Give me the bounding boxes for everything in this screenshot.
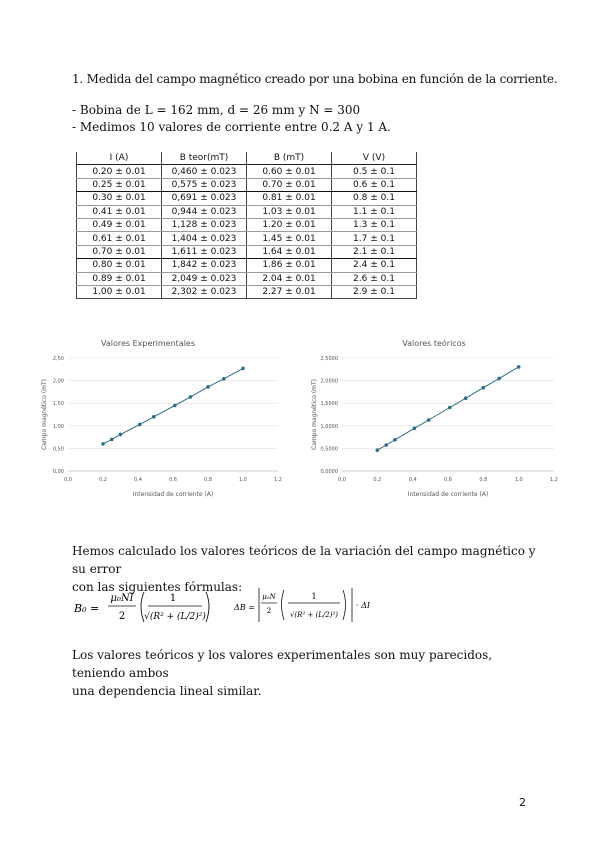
chart-experimental (38, 334, 298, 504)
table-cell: 2,302 ± 0.023 (162, 285, 247, 298)
formula-b0-inner-numerator: 1 (169, 593, 177, 604)
chart-title: Valores teóricos (402, 339, 466, 348)
table-cell: 0.5 ± 0.1 (332, 165, 417, 178)
x-tick-label: 0,4 (408, 477, 417, 483)
formulas-intro-line2: con las siguientes fórmulas: (72, 580, 243, 594)
table-cell: 2.9 ± 0.1 (332, 285, 417, 298)
table-row (77, 205, 417, 218)
conclusion-line2: una dependencia lineal similar. (72, 684, 262, 698)
header-b-measured: B (mT) (247, 152, 332, 165)
table-cell: 2.6 ± 0.1 (332, 272, 417, 285)
table-cell: 0.70 ± 0.01 (77, 245, 162, 258)
x-tick-label: 0,6 (169, 477, 177, 483)
table-cell: 2.1 ± 0.1 (332, 245, 417, 258)
table-cell: 0.30 ± 0.01 (77, 192, 162, 205)
data-point (222, 377, 226, 381)
data-point (448, 406, 452, 410)
table-row (77, 232, 417, 245)
formula-db-right-paren (343, 590, 346, 620)
header-voltage: V (V) (332, 152, 417, 165)
header-b-theoretical: B teor(mT) (162, 152, 247, 165)
table-cell: 0.20 ± 0.01 (77, 165, 162, 178)
table-cell: 0.70 ± 0.01 (247, 178, 332, 191)
table-row (77, 192, 417, 205)
table-cell: 0.49 ± 0.01 (77, 218, 162, 231)
data-point (152, 415, 156, 419)
table-row (77, 272, 417, 285)
table-cell: 0.89 ± 0.01 (77, 272, 162, 285)
data-point (119, 433, 123, 437)
table-cell: 0.8 ± 0.1 (332, 192, 417, 205)
x-tick-label: 0,6 (444, 477, 452, 483)
data-point (101, 442, 105, 446)
table-cell: 0.60 ± 0.01 (247, 165, 332, 178)
data-point (464, 396, 468, 400)
measurement-description: - Medimos 10 valores de corriente entre 0.2 A y 1 A. (72, 120, 391, 134)
x-tick-label: 0,2 (99, 477, 107, 483)
data-point (241, 367, 245, 371)
table-row (77, 165, 417, 178)
data-point (384, 443, 388, 447)
table-cell: 1,842 ± 0.023 (162, 259, 247, 272)
x-tick-label: 0,0 (338, 477, 346, 483)
data-point (189, 395, 193, 399)
table-cell: 1.7 ± 0.1 (332, 232, 417, 245)
data-point (497, 377, 501, 381)
y-tick-label: 1,50 (52, 401, 64, 408)
table-cell: 2.27 ± 0.01 (247, 285, 332, 298)
table-cell: 0,944 ± 0.023 (162, 205, 247, 218)
x-tick-label: 0,8 (479, 477, 488, 483)
table-row (77, 259, 417, 272)
header-current: I (A) (77, 152, 162, 165)
table-cell: 1,128 ± 0.023 (162, 218, 247, 231)
table-cell: 0.6 ± 0.1 (332, 178, 417, 191)
formula-b0-right-paren (206, 592, 209, 622)
y-tick-label: 1,00 (52, 423, 64, 430)
table-cell: 0.80 ± 0.01 (77, 259, 162, 272)
data-point (173, 404, 177, 408)
table-row (77, 285, 417, 298)
formulas-intro-line1: Hemos calculado los valores teóricos de la variación del campo magnético y su error (72, 544, 536, 576)
x-axis-label: Intensidad de corriente (A) (132, 491, 214, 498)
table-cell: 1.1 ± 0.1 (332, 205, 417, 218)
table-cell: 1.86 ± 0.01 (247, 259, 332, 272)
data-point (482, 386, 486, 390)
formula-db-inner-denominator: √(R² + (L/2)²) (289, 611, 339, 619)
table-cell: 1.64 ± 0.01 (247, 245, 332, 258)
y-tick-label: 2,0000 (320, 378, 338, 385)
table-cell: 0.81 ± 0.01 (247, 192, 332, 205)
x-tick-label: 1,2 (274, 477, 282, 483)
series-line (103, 368, 243, 444)
x-tick-label: 0,4 (134, 477, 142, 483)
x-tick-label: 1,2 (550, 477, 558, 483)
x-tick-label: 1,0 (514, 477, 523, 483)
measurements-table (76, 152, 417, 299)
formula-b0 (72, 586, 222, 630)
y-tick-label: 1,0000 (320, 423, 338, 430)
section-heading: 1. Medida del campo magnético creado por una bobina en función de la corriente. (72, 72, 558, 86)
data-point (206, 385, 210, 389)
table-cell: 1,611 ± 0.023 (162, 245, 247, 258)
data-point (393, 438, 397, 442)
formula-b0-inner-denominator: √(R² + (L/2)²) (144, 612, 206, 622)
table-row (77, 218, 417, 231)
conclusion-line1: Los valores teóricos y los valores experimentales son muy parecidos, teniendo ambos (72, 648, 493, 680)
y-tick-label: 0,50 (52, 446, 64, 453)
y-tick-label: 2,5000 (320, 356, 338, 362)
formula-b0-numerator: μ₀NI (110, 593, 134, 604)
formula-db-denominator: 2 (266, 607, 272, 615)
x-tick-label: 0,0 (64, 477, 72, 483)
y-tick-label: 1,5000 (320, 401, 338, 408)
table-cell: 1.3 ± 0.1 (332, 218, 417, 231)
formula-db-lhs: ΔB = (234, 603, 255, 612)
y-tick-label: 2,00 (52, 378, 64, 385)
coil-parameters: - Bobina de L = 162 mm, d = 26 mm y N = 300 (72, 103, 361, 117)
formula-db-numerator: μ₀N (262, 593, 276, 601)
table-cell: 1.03 ± 0.01 (247, 205, 332, 218)
y-tick-label: 0,5000 (320, 446, 338, 453)
page-number: 2 (519, 796, 526, 809)
data-point (517, 365, 521, 369)
series-line (377, 367, 518, 450)
formula-db-rhs: · ΔI (356, 601, 371, 610)
table-cell: 0,460 ± 0.023 (162, 165, 247, 178)
x-tick-label: 0,8 (204, 477, 212, 483)
table-row (77, 178, 417, 191)
formula-b0-denominator: 2 (118, 611, 126, 622)
y-axis-label: Campo magnético (mT) (311, 378, 318, 451)
table-cell: 2.4 ± 0.1 (332, 259, 417, 272)
table-cell: 0,691 ± 0.023 (162, 192, 247, 205)
x-tick-label: 1,0 (239, 477, 247, 483)
y-tick-label: 0,0000 (320, 469, 338, 475)
table-cell: 1.45 ± 0.01 (247, 232, 332, 245)
table-cell: 0.61 ± 0.01 (77, 232, 162, 245)
data-point (427, 418, 431, 422)
chart-title: Valores Experimentales (100, 339, 196, 348)
table-cell: 0,575 ± 0.023 (162, 178, 247, 191)
table-row (77, 245, 417, 258)
table-cell: 1,404 ± 0.023 (162, 232, 247, 245)
formula-delta-b (232, 584, 382, 630)
formula-b0-lhs: B₀ = (74, 602, 100, 615)
x-tick-label: 0,2 (373, 477, 382, 483)
y-axis-label: Campo magnético (mT) (41, 378, 48, 451)
data-point (138, 423, 142, 427)
formula-db-left-paren (282, 590, 285, 620)
x-axis-label: Intensidad de corriente (A) (407, 491, 489, 498)
chart-theoretical (308, 334, 570, 504)
y-tick-label: 2,50 (52, 356, 64, 362)
table-header-row (77, 152, 417, 165)
table-cell: 2.04 ± 0.01 (247, 272, 332, 285)
table-cell: 0.25 ± 0.01 (77, 178, 162, 191)
table-cell: 1.20 ± 0.01 (247, 218, 332, 231)
table-cell: 0.41 ± 0.01 (77, 205, 162, 218)
data-point (376, 448, 380, 452)
y-tick-label: 0,00 (52, 469, 64, 475)
formula-db-inner-numerator: 1 (311, 592, 317, 601)
data-point (110, 438, 114, 442)
conclusion (72, 646, 542, 700)
table-cell: 2,049 ± 0.023 (162, 272, 247, 285)
data-point (413, 427, 417, 431)
table-cell: 1.00 ± 0.01 (77, 285, 162, 298)
